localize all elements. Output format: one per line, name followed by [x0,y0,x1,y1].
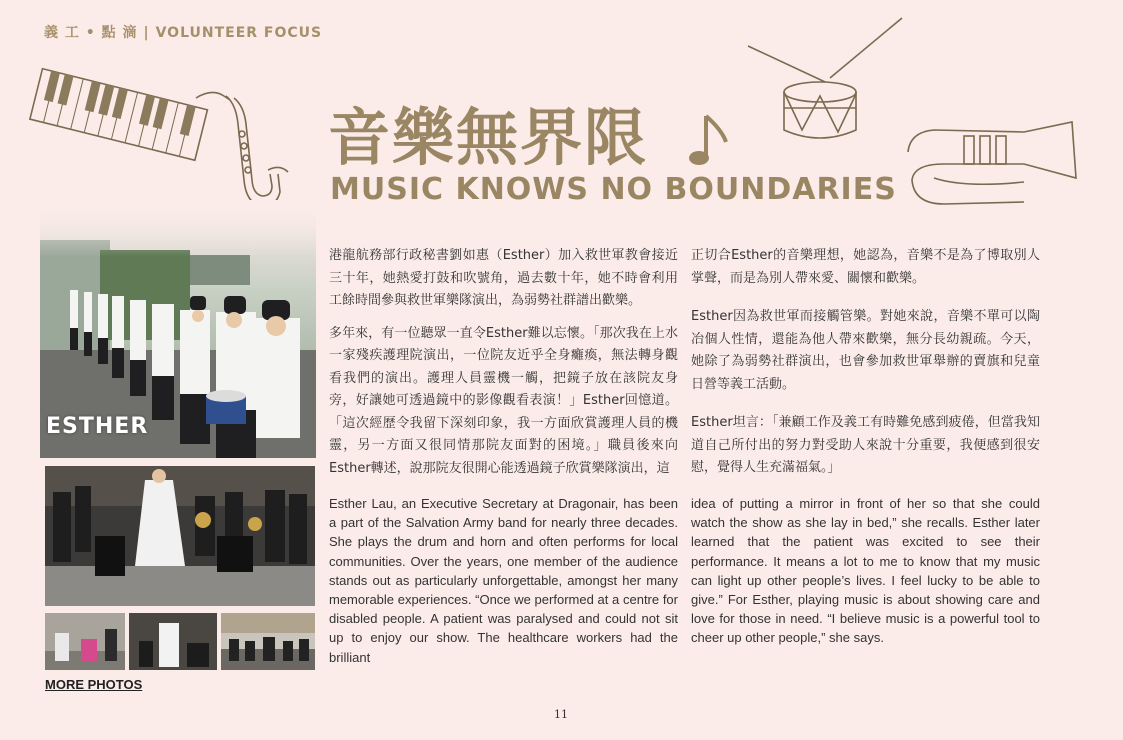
photo-caption-name: ESTHER [46,414,149,439]
trumpet-illustration [904,118,1084,218]
section-header [44,22,322,42]
cn-column-2 [691,245,1040,490]
photo-performance[interactable] [45,466,315,606]
header-divider: | [143,25,150,41]
cn-column-1 [329,245,678,490]
page-title-en: MUSIC KNOWS NO BOUNDARIES [330,172,897,207]
thumbnail-3[interactable] [221,613,315,670]
cn-col2-paragraph-3: Esther坦言：「兼顧工作及義工有時難免感到疲倦，但當我知道自己所付出的努力對受助人來說十分重要，我便感到很安慰，覺得人生充滿福氣。」 [691,415,1040,475]
page-number: 11 [554,708,568,721]
keyboard-illustration [24,66,209,176]
saxophone-illustration [190,84,290,219]
cn-col2-paragraph-1: 正切合Esther的音樂理想，她認為，音樂不是為了博取別人掌聲，而是為別人帶來愛、關懷和歡樂。 [691,248,1040,286]
page-title-cn: 音樂無界限 [328,101,649,174]
en-column-2: idea of putting a mirror in front of her so that she could watch the show as she lay in bed,” she recalls. Esther later learned that the patient was excited to see their performance. It means a lot to me to know that my music can light up other people’s lives. I feel lucky to be able to give.” For Esther, playing music is about showing care and love for those in need. “I believe music is a powerful tool to cheer up other people,” she says. [691,496,1040,646]
thumbnail-2[interactable] [129,613,217,670]
section-title-en: VOLUNTEER FOCUS [155,25,323,41]
music-note-icon [688,112,730,170]
cn-col1-paragraph-1: 港龍航務部行政秘書劉如惠（Esther）加入救世軍教會接近三十年，她熱愛打鼓和吹號角，過去數十年，她不時會利用工餘時間參與救世軍樂隊演出，為弱勢社群譜出歡樂。 [329,248,678,308]
cn-col1-paragraph-2: 多年來，有一位聽眾一直令Esther難以忘懷。「那次我在上水一家殘疾護理院演出，一位院友近乎全身癱瘓，無法轉身觀看我們的演出。護理人員靈機一觸，把鏡子放在該院友身旁，好讓她可透過鏡中的影像觀看表演！」Esther回憶道。「這次經歷令我留下深刻印象，我一方面欣賞護理人員的機靈，另一方面又很同情那院友面對的困境。」職員後來向Esther轉述，說那院友很開心能透過鏡子欣賞樂隊演出，這 [329,325,678,476]
section-title-cn: 義 工 • 點 滴 [44,25,138,41]
cn-col2-paragraph-2: Esther因為救世軍而接觸管樂。對她來說，音樂不單可以陶冶個人性情，還能為他人帶來歡樂，無分長幼親疏。今天，她除了為弱勢社群演出，也會參加救世軍舉辦的賣旗和兒童日營等義工活動。 [691,309,1040,392]
en-column-1: Esther Lau, an Executive Secretary at Dragonair, has been a part of the Salvation Army band for nearly three decades. She plays the drum and horn and often performs for local communities. Over the years, one member of the audience stands out as particularly unforgettable, amongst her many memorable experiences. “Once we performed at a centre for disabled people. A patient was paralysed and could not sit up to enjoy our show. The healthcare workers had the brilliant [329,496,678,665]
drum-illustration [742,12,912,152]
thumbnail-1[interactable] [45,613,125,670]
more-photos-link[interactable]: MORE PHOTOS [45,677,143,692]
